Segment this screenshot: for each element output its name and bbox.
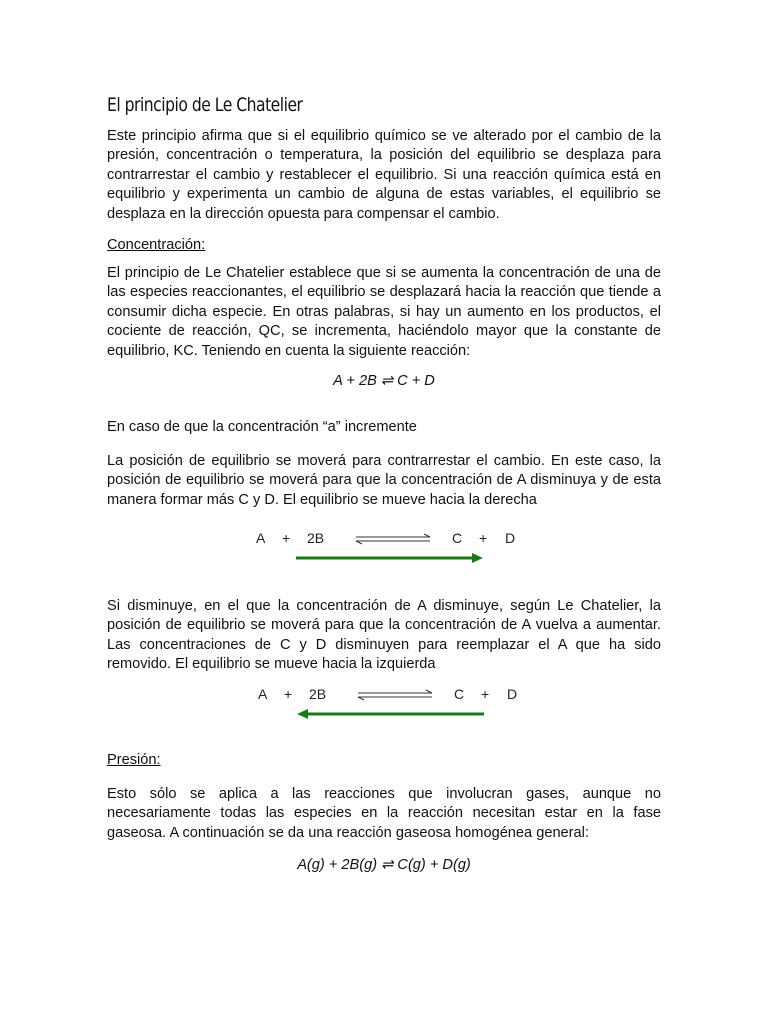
pressure-heading: Presión:: [107, 752, 161, 768]
page-title: El principio de Le Chatelier: [107, 94, 303, 116]
species-a: A: [256, 530, 266, 546]
intro-paragraph: Este principio afirma que si el equilibrio químico se ve alterado por el cambio de la presión, concentración o temperatura, la posición del equilibrio se desplaza para contrarrestar el cambio y restablecer el equilibrio. Si una reacción química está en equilibrio y experimenta un cambio de alguna de estas variables, el equilibrio se desplaza en la dirección opuesta para compensar el cambio.: [107, 128, 661, 222]
right-arrow-icon: [294, 552, 484, 564]
left-arrow-icon: [296, 708, 486, 720]
plus-sign: +: [282, 530, 291, 546]
species-d: D: [505, 530, 516, 546]
equilibrium-shift-right-diagram: [250, 530, 540, 570]
plus-sign: +: [479, 530, 488, 546]
concentration-paragraph-4: Si disminuye, en el que la concentración de A disminuye, según Le Chatelier, la posición de equilibrio se moverá para que la concentración de A vuelva a aumentar. Las concentraciones de C y D disminuyen para reemplazar el A que ha sido removido. El equilibrio se mueve hacia la izquierda: [107, 598, 661, 673]
equilibrium-shift-left-diagram: [250, 686, 540, 726]
concentration-paragraph-1: El principio de Le Chatelier establece que si se aumenta la concentración de una de las especies reaccionantes, el equilibrio se desplazará hacia la reacción que tiende a consumir dicha especie. En otras palabras, si hay un aumento en los productos, el cociente de reacción, QC, se incrementa, haciéndolo mayor que la constante de equilibrio, KC. Teniendo en cuenta la siguiente reacción:: [107, 265, 661, 359]
concentration-paragraph-3: La posición de equilibrio se moverá para contrarrestar el cambio. En este caso, la posición de equilibrio se moverá para que la concentración de A disminuya y de esta manera formar más C y D. El equilibrio se mueve hacia la derecha: [107, 453, 661, 508]
reaction-equation-1: A + 2B ⇌ C + D: [333, 373, 435, 389]
reaction-equation-gas: A(g) + 2B(g) ⇌ C(g) + D(g): [297, 857, 471, 873]
species-d: D: [507, 686, 518, 702]
species-c: C: [452, 530, 463, 546]
pressure-paragraph: Esto sólo se aplica a las reacciones que involucran gases, aunque no necesariamente todas las especies en la reacción necesitan estar en la fase gaseosa. A continuación se da una reacción gaseosa homogénea general:: [107, 786, 661, 841]
equilibrium-arrows-icon: [356, 688, 436, 702]
species-2b: 2B: [307, 530, 325, 546]
species-a: A: [258, 686, 268, 702]
species-2b: 2B: [309, 686, 327, 702]
plus-sign: +: [284, 686, 293, 702]
equilibrium-arrows-icon: [354, 532, 434, 546]
plus-sign: +: [481, 686, 490, 702]
concentration-heading: Concentración:: [107, 237, 206, 253]
species-c: C: [454, 686, 465, 702]
concentration-paragraph-2: En caso de que la concentración “a” incremente: [107, 419, 417, 435]
